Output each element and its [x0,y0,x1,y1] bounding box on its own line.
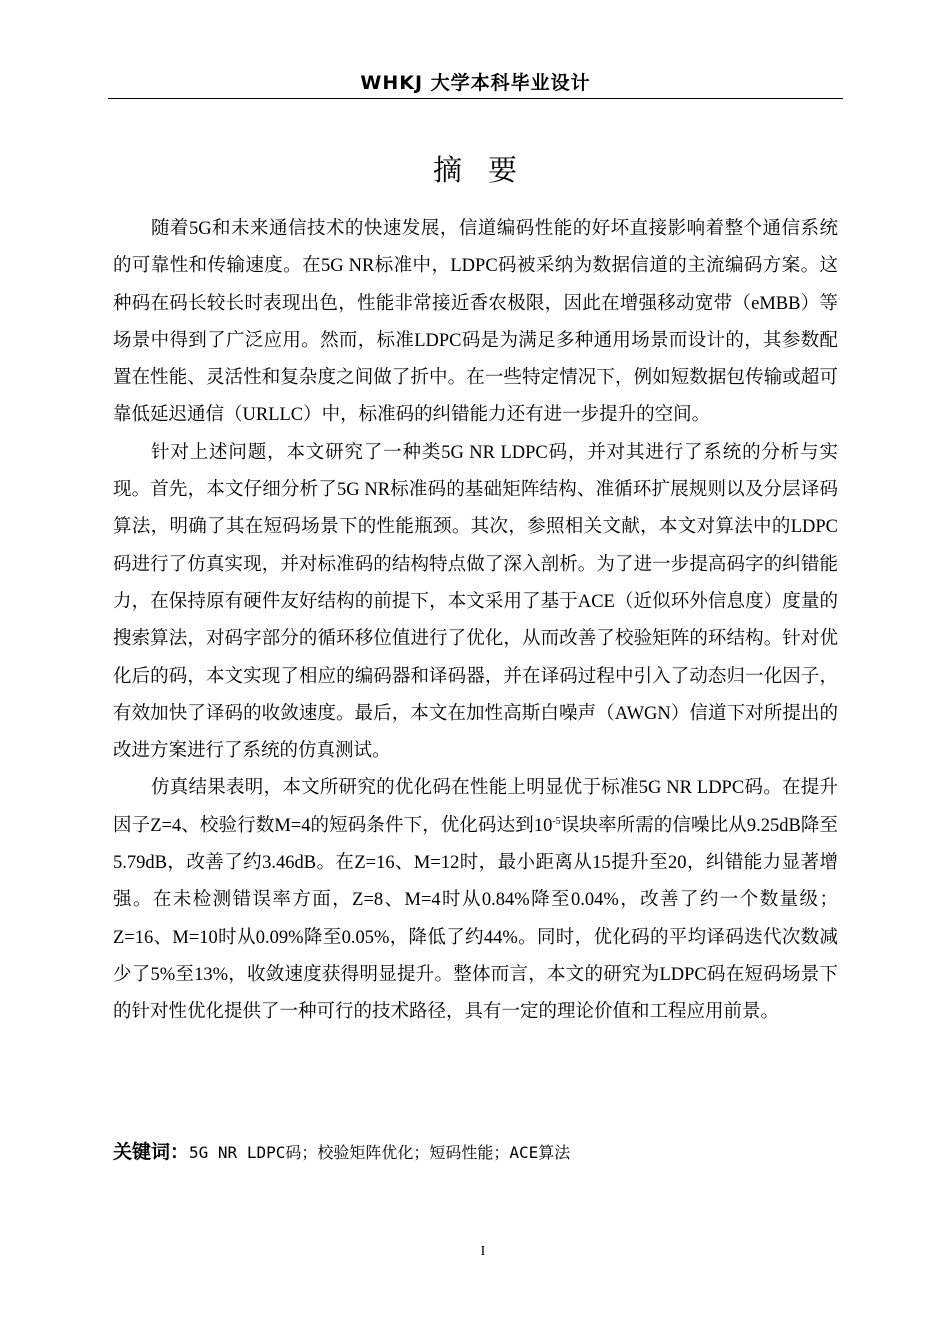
paragraph-3-text-end: 误块率所需的信噪比从9.25dB降至5.79dB，改善了约3.46dB。在Z=16、M=12时，最小距离从15提升至20，纠错能力显著增强。在未检测错误率方面，Z=8、M=4时从0.84%降至0.04%，改善了约一个数量级；Z=16、M=10时从0.09%降至0.05%，降低了约44%。同时，优化码的平均译码迭代次数减少了5%至13%，收敛速度获得明显提升。整体而言，本文的研究为LDPC码在短码场景下的针对性优化提供了一种可行的技术路径，具有一定的理论价值和工程应用前景。 [113,815,838,1023]
abstract-paragraph-1: 随着5G和未来通信技术的快速发展，信道编码性能的好坏直接影响着整个通信系统的可靠性和传输速度。在5G NR标准中，LDPC码被采纳为数据信道的主流编码方案。这种码在码长较长时表现出色，性能非常接近香农极限，因此在增强移动宽带（eMBB）等场景中得到了广泛应用。然而，标准LDPC码是为满足多种通用场景而设计的，其参数配置在性能、灵活性和复杂度之间做了折中。在一些特定情况下，例如短数据包传输或超可靠低延迟通信（URLLC）中，标准码的纠错能力还有进一步提升的空间。 [113,219,838,426]
abstract-body [113,211,838,1032]
keywords-label: 关键词： [113,1141,190,1163]
abstract-paragraph-3 [113,770,838,1031]
abstract-title: 摘要 [432,153,543,187]
header-title: WHKJ 大学本科毕业设计 [360,72,591,94]
keywords-text: 5G NR LDPC码；校验矩阵优化；短码性能；ACE算法 [189,1143,571,1162]
page-number: I [480,1244,486,1259]
abstract-paragraph-2: 针对上述问题，本文研究了一种类5G NR LDPC码，并对其进行了系统的分析与实现。首先，本文仔细分析了5G NR标准码的基础矩阵结构、准循环扩展规则以及分层译码算法，明确了其在短码场景下的性能瓶颈。其次，参照相关文献，本文对算法中的LDPC码进行了仿真实现，并对标准码的结构特点做了深入剖析。为了进一步提高码字的纠错能力，在保持原有硬件友好结构的前提下，本文采用了基于ACE（近似环外信息度）度量的搜索算法，对码字部分的循环移位值进行了优化，从而改善了校验矩阵的环结构。针对优化后的码，本文实现了相应的编码器和译码器，并在译码过程中引入了动态归一化因子，有效加快了译码的收敛速度。最后，本文在加性高斯白噪声（AWGN）信道下对所提出的改进方案进行了系统的仿真测试。 [113,442,838,762]
keywords-line [113,1136,838,1170]
page-header [108,70,843,99]
exponent-superscript: -5 [552,815,561,827]
paragraph-3-text-start: 仿真结果表明，本文所研究的优化码在性能上明显优于标准5G NR LDPC码。在提升因子Z=4、校验行数M=4的短码条件下，优化码达到10 [113,778,838,836]
